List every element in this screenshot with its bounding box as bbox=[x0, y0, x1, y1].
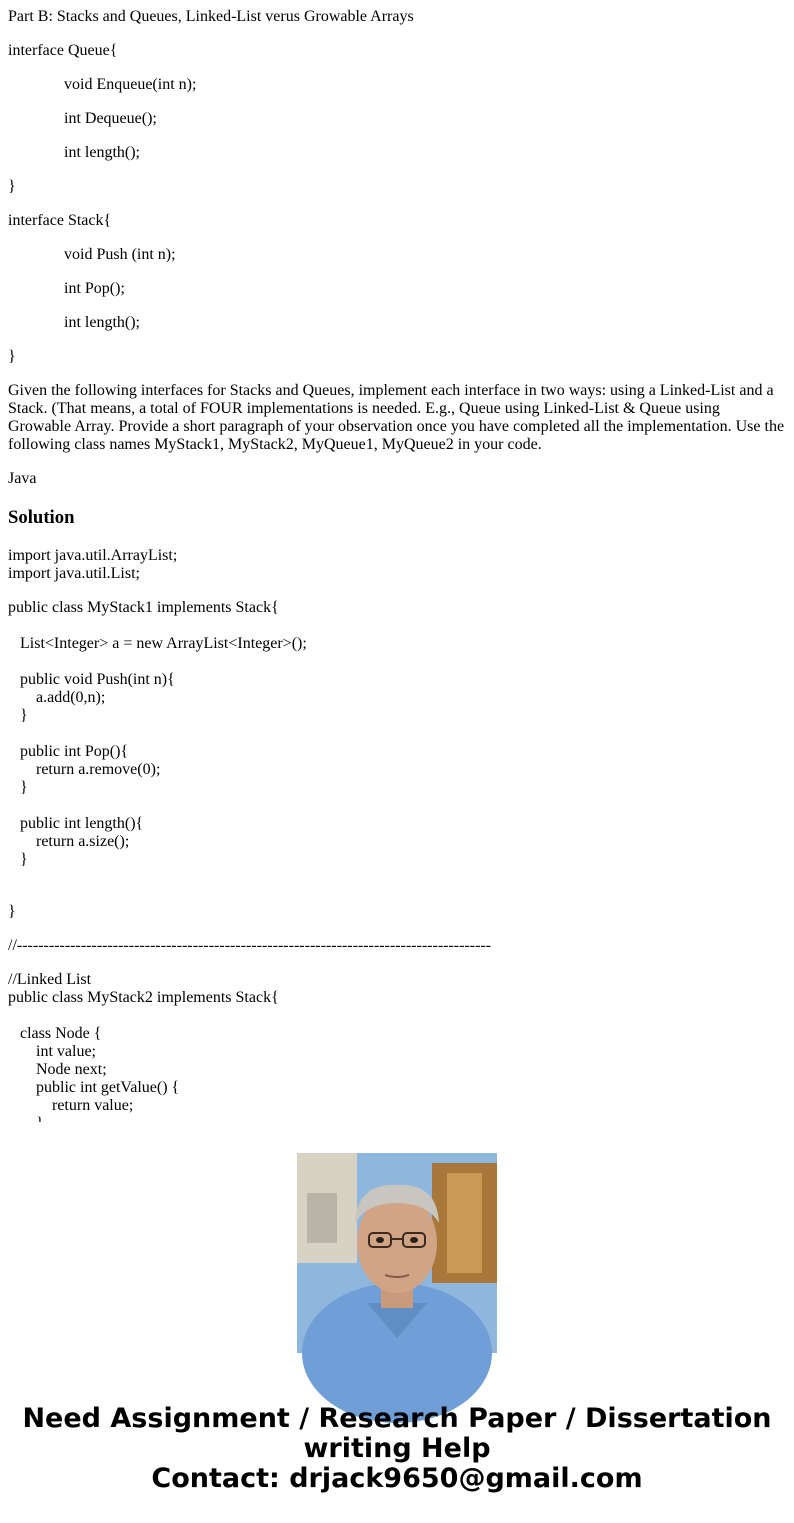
cta-contact-email[interactable]: Contact: drjack9650@gmail.com bbox=[151, 1463, 643, 1494]
code-class1-header: public class MyStack1 implements Stack{ bbox=[8, 599, 279, 616]
stack-interface-open: interface Stack{ bbox=[8, 212, 112, 229]
assignment-prompt: Given the following interfaces for Stacks and Queues, implement each interface in two ways: using a Linked-List and a Stack. (That means, a total of FOUR implementations is needed. E.g., Queue using Linked-List & Queue using Growable Array. Provide a short paragraph of your observation once you have completed all the implementation. Use the following class names MyStack1, MyStack2, MyQueue1, MyQueue2 in your code. bbox=[8, 382, 785, 453]
code-class1-close: } bbox=[8, 903, 16, 920]
contact-callout bbox=[0, 1404, 794, 1494]
code-node-value: int value; bbox=[36, 1043, 96, 1060]
code-node-next: Node next; bbox=[36, 1061, 107, 1078]
stack-interface-close: } bbox=[8, 348, 16, 365]
queue-length: int length(); bbox=[64, 144, 140, 161]
avatar bbox=[297, 1153, 497, 1353]
language-label: Java bbox=[8, 470, 37, 487]
document-body bbox=[8, 0, 788, 1122]
queue-dequeue: int Dequeue(); bbox=[64, 110, 157, 127]
code-length-sig: public int length(){ bbox=[20, 815, 144, 832]
code-class2-header: public class MyStack2 implements Stack{ bbox=[8, 989, 279, 1006]
code-pop-body: return a.remove(0); bbox=[36, 761, 161, 778]
code-push-close: } bbox=[20, 707, 28, 724]
cta-line-1: Need Assignment / Research Paper / Dissertation bbox=[22, 1403, 772, 1434]
code-separator: //----------------------------------------------------------------------------------------- bbox=[8, 937, 492, 954]
cta-line-2: writing Help bbox=[303, 1433, 491, 1464]
queue-enqueue: void Enqueue(int n); bbox=[64, 76, 197, 93]
queue-interface-open: interface Queue{ bbox=[8, 42, 118, 59]
code-length-body: return a.size(); bbox=[36, 833, 130, 850]
code-pop-close: } bbox=[20, 779, 28, 796]
code-import-1: import java.util.ArrayList; bbox=[8, 547, 178, 564]
stack-push: void Push (int n); bbox=[64, 246, 176, 263]
code-getvalue-body: return value; bbox=[52, 1097, 134, 1114]
part-title: Part B: Stacks and Queues, Linked-List verus Growable Arrays bbox=[8, 8, 414, 25]
code-length-close: } bbox=[20, 851, 28, 868]
code-push-body: a.add(0,n); bbox=[36, 689, 106, 706]
stack-length: int length(); bbox=[64, 314, 140, 331]
code-push-sig: public void Push(int n){ bbox=[20, 671, 175, 688]
stack-pop: int Pop(); bbox=[64, 280, 125, 297]
code-list-decl: List<Integer> a = new ArrayList<Integer>(); bbox=[20, 635, 307, 652]
portrait-photo bbox=[297, 1153, 497, 1353]
solution-heading: Solution bbox=[8, 507, 75, 528]
code-linked-comment: //Linked List bbox=[8, 971, 92, 988]
promo-footer bbox=[0, 1122, 794, 1523]
code-pop-sig: public int Pop(){ bbox=[20, 743, 129, 760]
code-getvalue-sig: public int getValue() { bbox=[36, 1079, 180, 1096]
code-import-2: import java.util.List; bbox=[8, 565, 140, 582]
queue-interface-close: } bbox=[8, 178, 16, 195]
code-node-class: class Node { bbox=[20, 1025, 102, 1042]
